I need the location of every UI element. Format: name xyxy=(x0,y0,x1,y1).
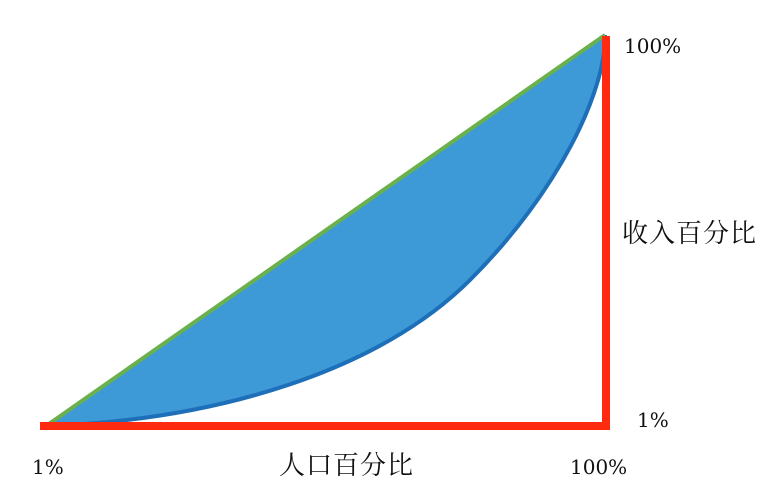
y-start-label: 1% xyxy=(637,408,669,432)
y-end-label: 100% xyxy=(624,34,682,58)
x-axis-label: 人口百分比 xyxy=(279,451,415,481)
x-end-label: 100% xyxy=(570,455,628,479)
x-start-label: 1% xyxy=(32,455,64,479)
y-axis-label: 收入百分比 xyxy=(622,219,758,249)
